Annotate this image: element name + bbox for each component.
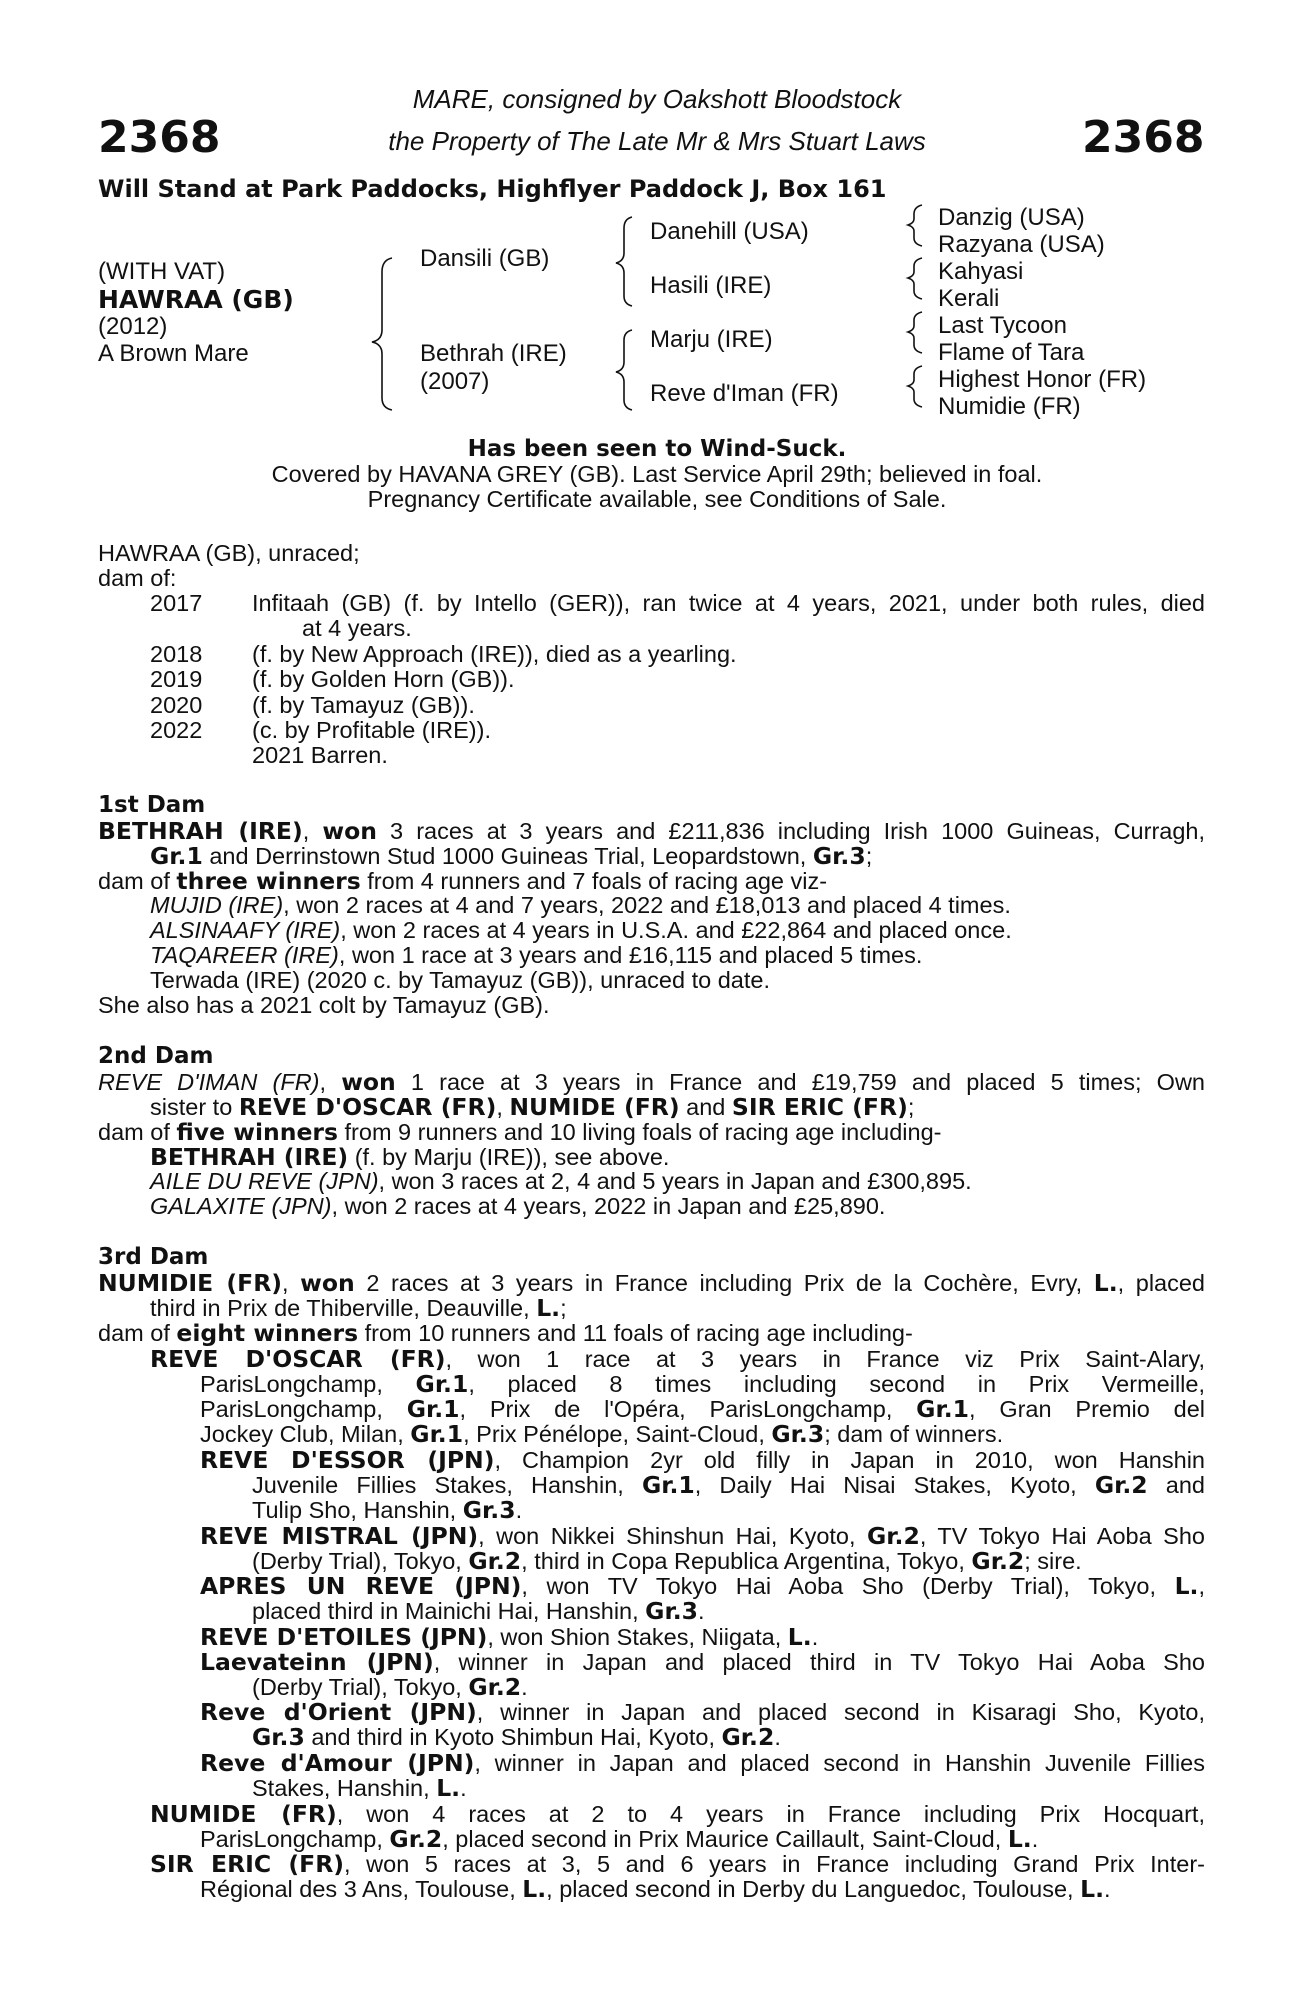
reve-mistral-l1: REVE MISTRAL (JPN), won Nikkei Shinshun Hai, Kyoto, Gr.2, TV Tokyo Hai Aoba Sho: [200, 1522, 1205, 1550]
reve-oscar-l1: REVE D'OSCAR (FR), won 1 race at 3 years in France viz Prix Saint-Alary,: [150, 1345, 1205, 1373]
horse-year: (2012): [98, 313, 168, 340]
first-dam-name: BETHRAH (IRE): [98, 817, 303, 845]
produce-2019: (f. by Golden Horn (GB)).: [252, 666, 515, 692]
laeva-l2: (Derby Trial), Tokyo, Gr.2.: [252, 1673, 528, 1701]
etoiles-l1: REVE D'ETOILES (JPN), won Shion Stakes, Niigata, L..: [200, 1623, 819, 1651]
produce-year-2019: 2019: [150, 666, 203, 692]
produce-year-2018: 2018: [150, 641, 203, 667]
pedigree-sire-dam: Hasili (IRE): [650, 272, 772, 299]
pedigree-dam-year: (2007): [420, 368, 490, 395]
pedigree-g4: Kerali: [938, 285, 1000, 312]
first-dam-dam-of: dam of three winners from 4 runners and 7 foals of racing age viz-: [98, 867, 828, 895]
apres-l2: placed third in Mainichi Hai, Hanshin, Gr.3.: [252, 1597, 705, 1625]
orient-l1: Reve d'Orient (JPN), winner in Japan and placed second in Kisaragi Sho, Kyoto,: [200, 1698, 1205, 1726]
amour-l2: Stakes, Hanshin, L..: [252, 1774, 467, 1802]
pedigree-sire: Dansili (GB): [420, 245, 550, 272]
pedigree-g3: Kahyasi: [938, 258, 1024, 285]
first-dam-foal-2: ALSINAAFY (IRE), won 2 races at 4 years in U.S.A. and £22,864 and placed once.: [150, 917, 1012, 943]
consignment-line-1: MARE, consigned by Oakshott Bloodstock: [412, 84, 902, 114]
pedigree-dam-dam: Reve d'Iman (FR): [650, 380, 839, 407]
stand-location: Will Stand at Park Paddocks, Highflyer Paddock J, Box 161: [98, 175, 887, 203]
covered-note: Covered by HAVANA GREY (GB). Last Service April 29th; believed in foal.: [271, 461, 1043, 487]
horse-description: A Brown Mare: [98, 340, 249, 367]
second-dam-bethrah: BETHRAH (IRE) (f. by Marju (IRE)), see above.: [150, 1143, 670, 1171]
lot-number-right: 2368: [1082, 112, 1205, 163]
first-dam-heading: 1st Dam: [98, 792, 206, 818]
produce-barren: 2021 Barren.: [252, 742, 388, 768]
pedigree-dam-sire: Marju (IRE): [650, 326, 773, 353]
numide-l1: NUMIDE (FR), won 4 races at 2 to 4 years in France including Prix Hocquart,: [150, 1800, 1205, 1828]
produce-2020: (f. by Tamayuz (GB)).: [252, 692, 475, 718]
third-dam-line2: third in Prix de Thiberville, Deauville, L.;: [150, 1294, 567, 1322]
reve-essor-l1: REVE D'ESSOR (JPN), Champion 2yr old filly in Japan in 2010, won Hanshin: [200, 1446, 1205, 1474]
pedigree-g2: Razyana (USA): [938, 231, 1105, 258]
sir-eric-l1: SIR ERIC (FR), won 5 races at 3, 5 and 6 years in France including Grand Prix Inter-: [150, 1850, 1205, 1878]
second-dam-aile: AILE DU REVE (JPN), won 3 races at 2, 4 and 5 years in Japan and £300,895.: [150, 1168, 972, 1194]
produce-2018: (f. by New Approach (IRE)), died as a yearling.: [252, 641, 737, 667]
reve-mistral-l2: (Derby Trial), Tokyo, Gr.2, third in Copa Republica Argentina, Tokyo, Gr.2; sire.: [252, 1547, 1082, 1575]
second-dam-heading: 2nd Dam: [98, 1043, 214, 1069]
apres-l1: APRES UN REVE (JPN), won TV Tokyo Hai Aoba Sho (Derby Trial), Tokyo, L.,: [200, 1572, 1205, 1600]
horse-name: HAWRAA (GB): [98, 285, 294, 314]
windsuck-note: Has been seen to Wind-Suck.: [467, 436, 847, 462]
reve-oscar-l4: Jockey Club, Milan, Gr.1, Prix Pénélope, Saint-Cloud, Gr.3; dam of winners.: [200, 1420, 1004, 1448]
sir-eric-l2: Régional des 3 Ans, Toulouse, L., placed second in Derby du Languedoc, Toulouse, L..: [200, 1875, 1111, 1903]
lot-number-left: 2368: [98, 112, 221, 163]
pedigree-sire-sire: Danehill (USA): [650, 218, 809, 245]
second-dam-galaxite: GALAXITE (JPN), won 2 races at 4 years, 2022 in Japan and £25,890.: [150, 1193, 886, 1219]
amour-l1: Reve d'Amour (JPN), winner in Japan and placed second in Hanshin Juvenile Fillies: [200, 1749, 1205, 1777]
third-dam-line1: NUMIDIE (FR), won 2 races at 3 years in France including Prix de la Cochère, Evry, L., placed: [98, 1269, 1205, 1297]
first-dam-foal-3: TAQAREER (IRE), won 1 race at 3 years and £16,115 and placed 5 times.: [150, 942, 923, 968]
reve-oscar-l3: ParisLongchamp, Gr.1, Prix de l'Opéra, ParisLongchamp, Gr.1, Gran Premio del: [200, 1395, 1205, 1423]
produce-year-2022: 2022: [150, 717, 203, 743]
pedigree-g5: Last Tycoon: [938, 312, 1067, 339]
reve-essor-l2: Juvenile Fillies Stakes, Hanshin, Gr.1, Daily Hai Nisai Stakes, Kyoto, Gr.2 and: [252, 1471, 1205, 1499]
produce-dam-of: dam of:: [98, 565, 177, 591]
first-dam-terwada: Terwada (IRE) (2020 c. by Tamayuz (GB)), unraced to date.: [150, 967, 770, 993]
produce-2017-line1: Infitaah (GB) (f. by Intello (GER)), ran twice at 4 years, 2021, under both rules, died: [252, 590, 1205, 616]
second-dam-line1: REVE D'IMAN (FR), won 1 race at 3 years in France and £19,759 and placed 5 times; Own: [98, 1068, 1205, 1096]
third-dam-dam-of: dam of eight winners from 10 runners and 11 foals of racing age including-: [98, 1319, 913, 1347]
second-dam-line2: sister to REVE D'OSCAR (FR), NUMIDE (FR) and SIR ERIC (FR);: [150, 1093, 915, 1121]
produce-2017-line2: at 4 years.: [302, 615, 412, 641]
pedigree-dam: Bethrah (IRE): [420, 340, 567, 367]
pedigree-g8: Numidie (FR): [938, 393, 1081, 420]
laeva-l1: Laevateinn (JPN), winner in Japan and placed third in TV Tokyo Hai Aoba Sho: [200, 1648, 1205, 1676]
first-dam-line1: BETHRAH (IRE), won 3 races at 3 years and £211,836 including Irish 1000 Guineas, Curragh,: [98, 817, 1206, 845]
second-dam-dam-of: dam of five winners from 9 runners and 10 living foals of racing age including-: [98, 1118, 942, 1146]
consignment-line-2: the Property of The Late Mr & Mrs Stuart Laws: [388, 126, 926, 156]
produce-2022: (c. by Profitable (IRE)).: [252, 717, 491, 743]
vat-label: (WITH VAT): [98, 258, 226, 285]
numide-l2: ParisLongchamp, Gr.2, placed second in Prix Maurice Caillault, Saint-Cloud, L..: [200, 1825, 1039, 1853]
first-dam-also: She also has a 2021 colt by Tamayuz (GB).: [98, 992, 550, 1018]
orient-l2: Gr.3 and third in Kyoto Shimbun Hai, Kyoto, Gr.2.: [252, 1723, 781, 1751]
produce-year-2017: 2017: [150, 590, 203, 616]
first-dam-foal-1: MUJID (IRE), won 2 races at 4 and 7 years, 2022 and £18,013 and placed 4 times.: [150, 892, 1011, 918]
pedigree-g6: Flame of Tara: [938, 339, 1085, 366]
pedigree-g7: Highest Honor (FR): [938, 366, 1147, 393]
produce-intro: HAWRAA (GB), unraced;: [98, 540, 360, 566]
first-dam-line2: Gr.1 and Derrinstown Stud 1000 Guineas Trial, Leopardstown, Gr.3;: [150, 842, 873, 870]
produce-year-2020: 2020: [150, 692, 203, 718]
reve-essor-l3: Tulip Sho, Hanshin, Gr.3.: [252, 1496, 523, 1524]
reve-oscar-l2: ParisLongchamp, Gr.1, placed 8 times including second in Prix Vermeille,: [200, 1370, 1205, 1398]
third-dam-heading: 3rd Dam: [98, 1244, 209, 1270]
pedigree-g1: Danzig (USA): [938, 204, 1085, 231]
pregnancy-note: Pregnancy Certificate available, see Conditions of Sale.: [367, 486, 947, 512]
